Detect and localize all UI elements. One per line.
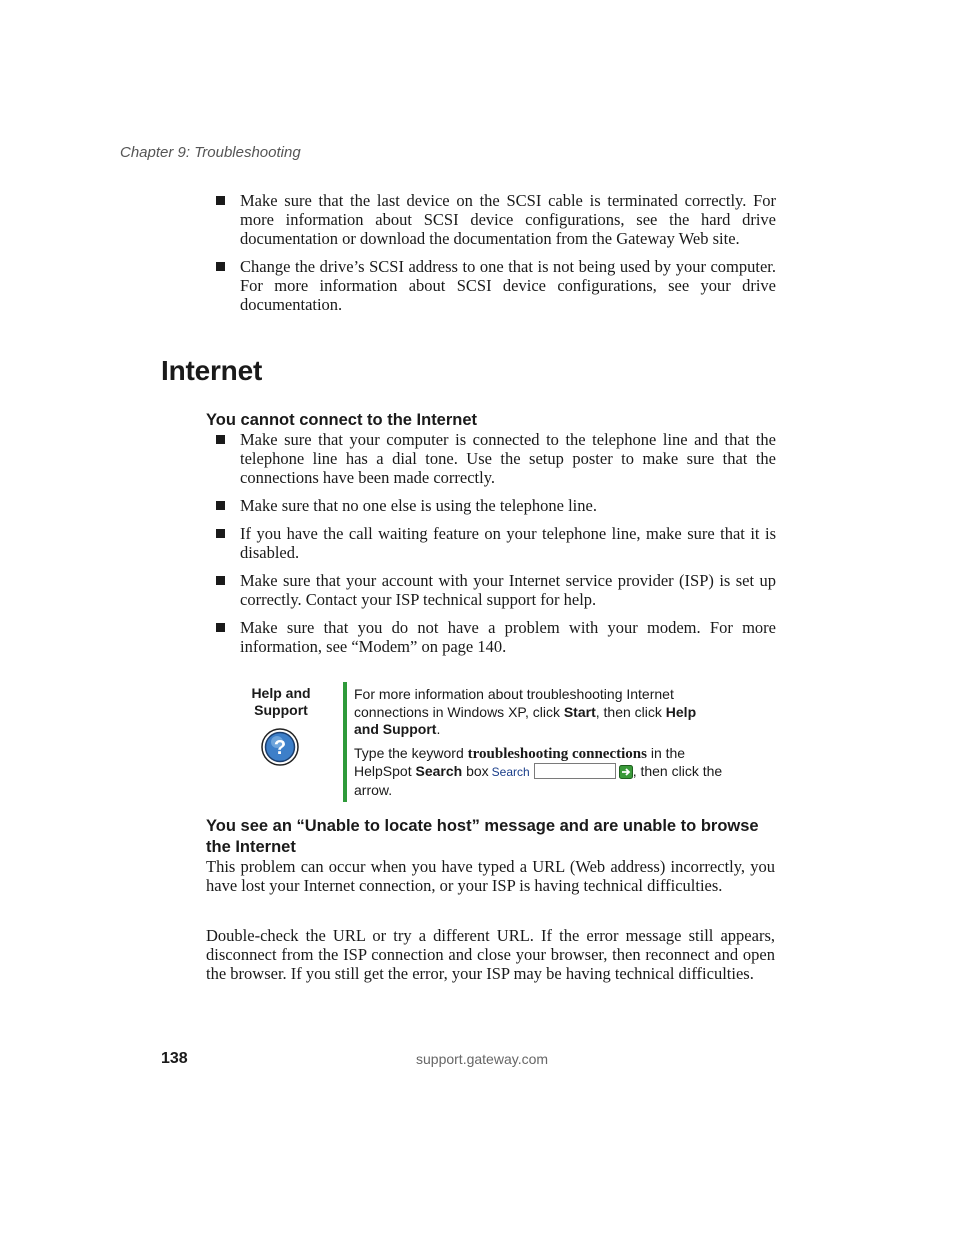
connect-bullet-list: [216, 430, 776, 665]
list-item: [216, 430, 776, 487]
search-term: Search: [415, 763, 463, 779]
list-item: [216, 257, 776, 314]
list-item: [216, 191, 776, 248]
note-body: [354, 686, 724, 805]
list-item: [216, 618, 776, 656]
host-paragraph-2: Double-check the URL or try a different URL. If the error message still appears, disconnect from the ISP connection and close your browser, then reconnect and open the browser. If you still get the error, your ISP may be having technical difficulties.: [206, 926, 775, 983]
bullet-square-icon: [216, 435, 225, 444]
list-item-text: Make sure that you do not have a problem with your modem. For more information, see “Modem” on page 140.: [240, 618, 776, 656]
note-text: For more information about troubleshooting Internet connections in Windows XP, click: [354, 686, 674, 720]
host-paragraph-1: This problem can occur when you have typed a URL (Web address) incorrectly, you have lost your Internet connection, or your ISP is having technical difficulties.: [206, 857, 775, 895]
list-item-text: Make sure that your computer is connected to the telephone line and that the telephone line has a dial tone. Use the setup poster to make sure that the connections have been made correctly.: [240, 430, 776, 487]
note-label-line2: Support: [254, 702, 308, 718]
note-accent-rule: [343, 682, 347, 802]
running-head: Chapter 9: Troubleshooting: [120, 144, 301, 161]
search-input-illustration: [534, 763, 616, 779]
search-label: Search: [491, 765, 530, 779]
subsection-heading-host: You see an “Unable to locate host” message and are unable to browse the Internet: [206, 817, 759, 856]
list-item-text: If you have the call waiting feature on your telephone line, make sure that it is disabled.: [240, 524, 776, 562]
bullet-square-icon: [216, 623, 225, 632]
bullet-square-icon: [216, 529, 225, 538]
bullet-square-icon: [216, 501, 225, 510]
keyword-term: troubleshooting connections: [467, 745, 647, 762]
note-text: , then click: [595, 703, 666, 720]
note-text: box: [462, 763, 489, 779]
top-bullet-list: [216, 191, 776, 323]
note-text: in the HelpSpot: [354, 744, 686, 779]
svg-text:?: ?: [273, 737, 287, 759]
page-number: 138: [161, 1050, 188, 1067]
bullet-square-icon: [216, 196, 225, 205]
bullet-square-icon: [216, 576, 225, 585]
subsection-heading-connect: You cannot connect to the Internet: [206, 411, 478, 429]
list-item-text: Make sure that the last device on the SCSI cable is terminated correctly. For more information about SCSI device configurations, see the hard drive documentation or download the documentation from the Gateway Web site.: [240, 191, 776, 248]
note-paragraph-1: [354, 686, 724, 739]
start-term: Start: [563, 703, 596, 720]
list-item-text: Change the drive’s SCSI address to one that is not being used by your computer. For more information about SCSI device configurations, see your drive documentation.: [240, 257, 776, 314]
list-item: [216, 524, 776, 562]
note-text: Type the keyword: [354, 744, 468, 761]
list-item-text: Make sure that no one else is using the telephone line.: [240, 496, 597, 515]
list-item: [216, 571, 776, 609]
note-label-line1: Help and: [251, 685, 311, 701]
go-arrow-icon: [619, 765, 633, 779]
bullet-square-icon: [216, 262, 225, 271]
note-text: .: [436, 721, 441, 737]
footer-url: support.gateway.com: [416, 1051, 549, 1067]
help-question-icon: [261, 728, 299, 766]
help-and-support-term: Help and Support: [354, 703, 697, 737]
section-title: Internet: [161, 355, 263, 386]
note-text: , then click the arrow.: [354, 763, 723, 798]
list-item-text: Make sure that your account with your Internet service provider (ISP) is set up correctly. Contact your ISP technical support for help.: [240, 571, 776, 609]
note-label: [230, 685, 332, 719]
help-and-support-note: [230, 682, 730, 802]
note-paragraph-2: [354, 745, 724, 800]
list-item: [216, 496, 776, 515]
